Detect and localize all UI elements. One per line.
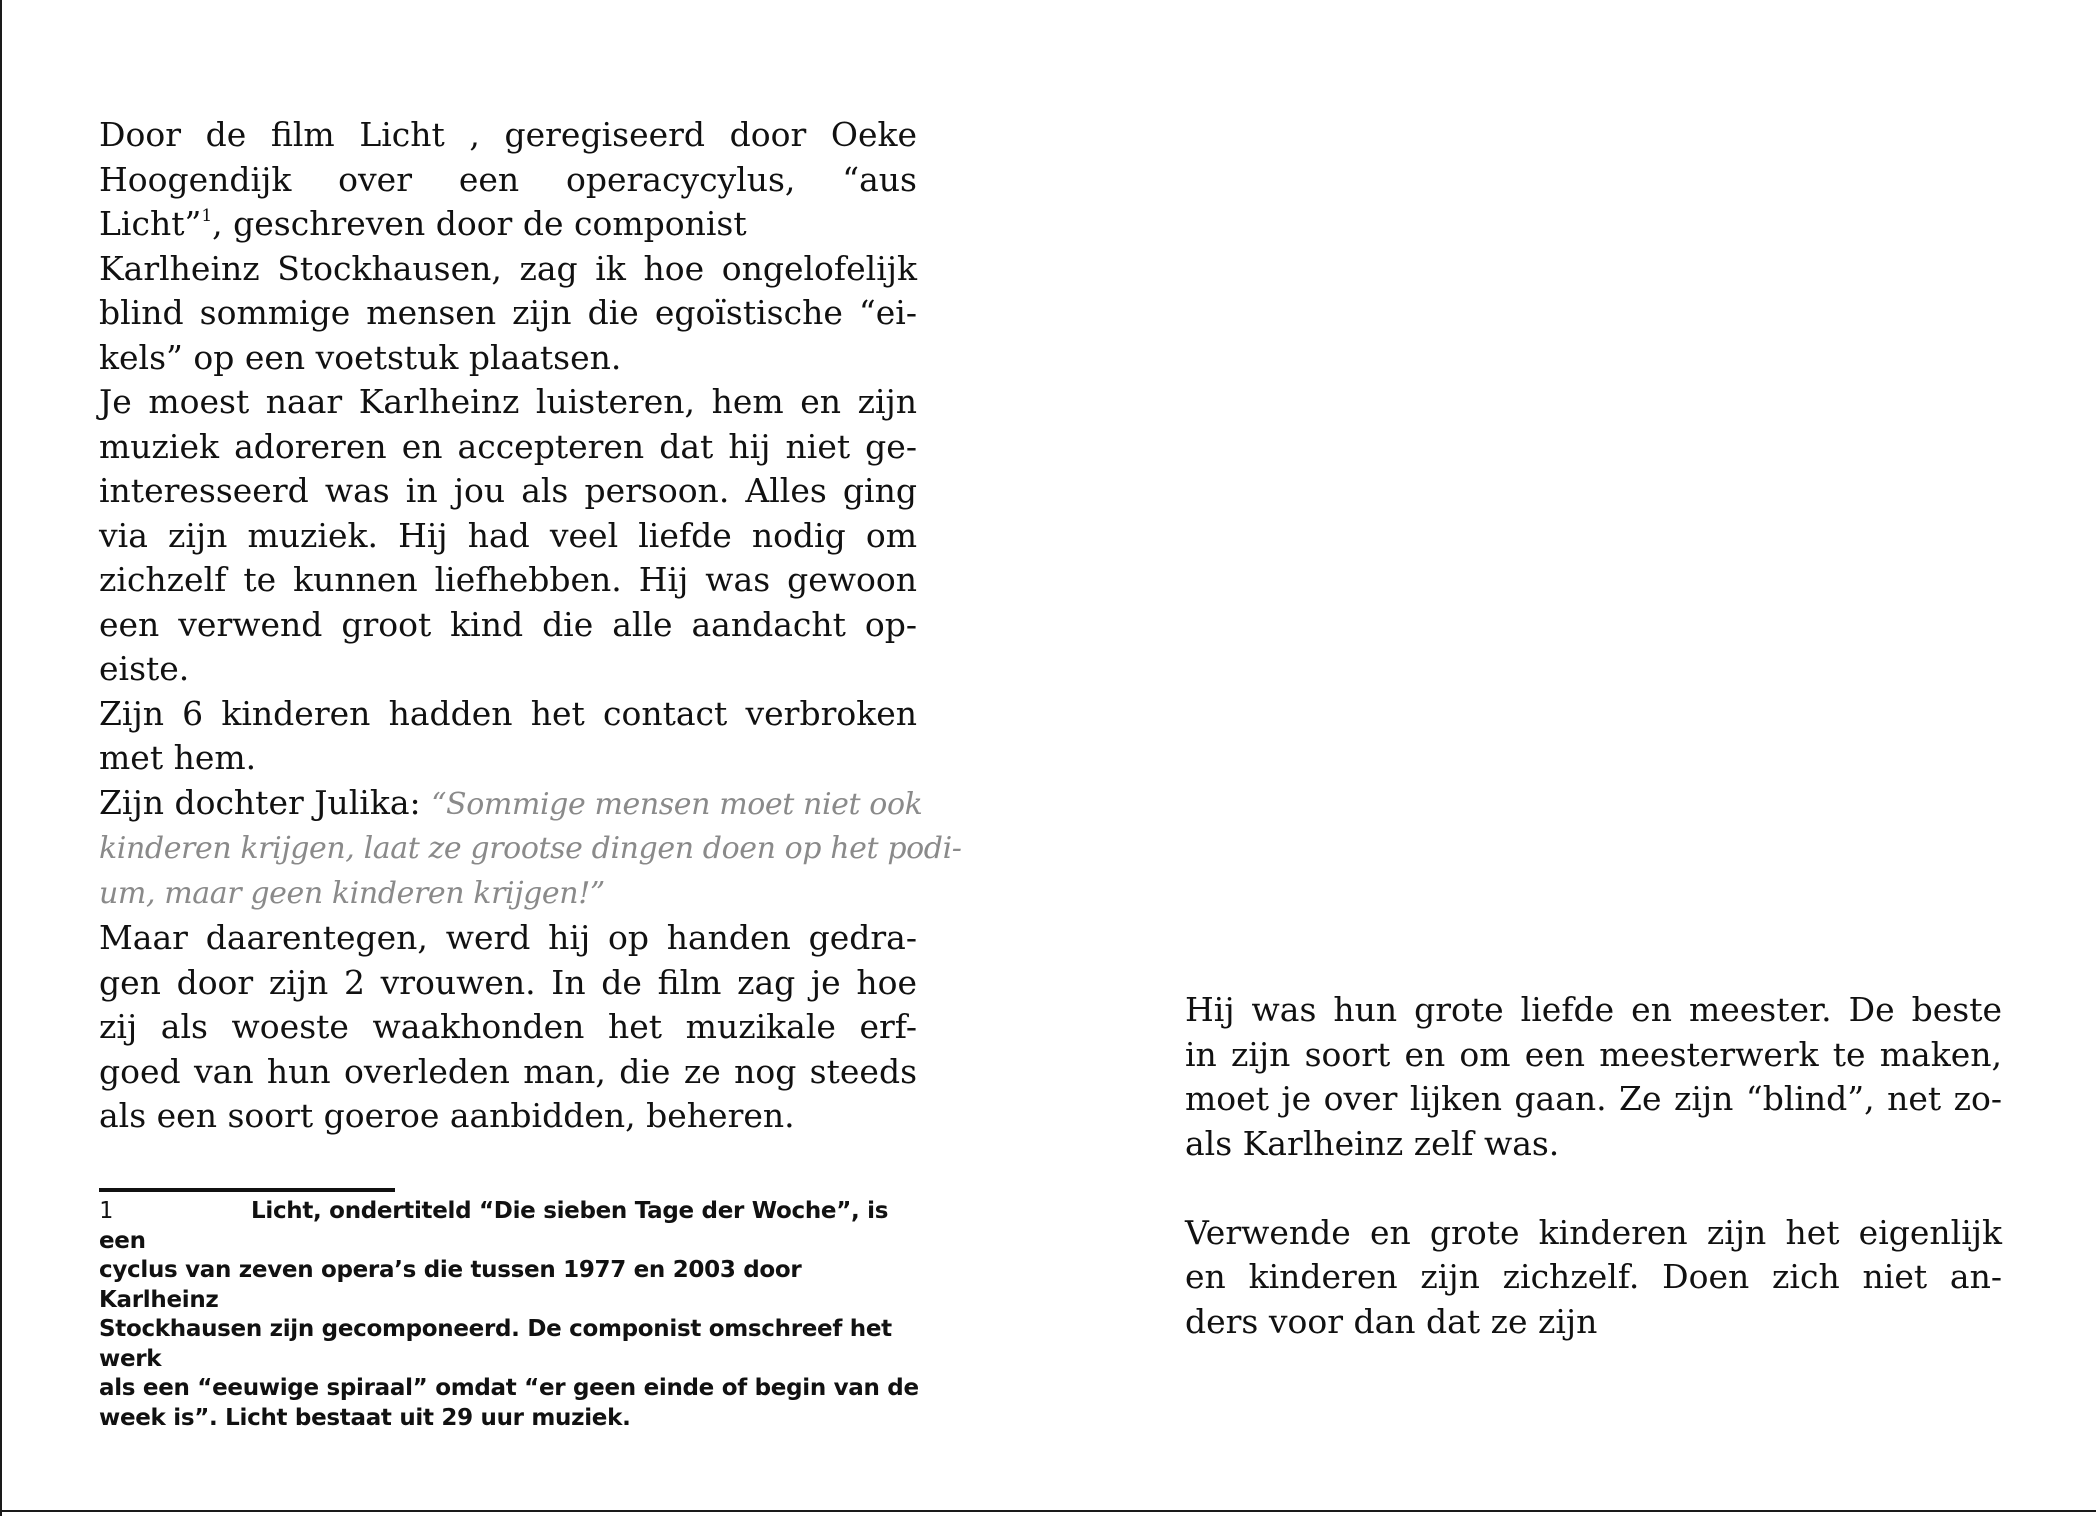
- text-line: Hoogendijk over een operacycylus, “aus: [99, 159, 917, 199]
- quote-text: kinderen krijgen, laat ze grootse dingen doen op het podi-: [99, 831, 962, 866]
- text-line: in zijn soort en om een meesterwerk te maken,: [1185, 1034, 2002, 1074]
- text-line: kels” op een voetstuk plaatsen.: [99, 337, 622, 377]
- quote-text: um, maar geen kinderen krijgen!”: [99, 875, 605, 911]
- right-page-text: [1185, 988, 2002, 1344]
- footnote-reference[interactable]: 1: [201, 206, 213, 226]
- left-page-text: [99, 113, 962, 1139]
- paragraph-gap: [1185, 1166, 2002, 1211]
- text-line: interesseerd was in jou als persoon. Alles ging: [99, 471, 917, 510]
- text-line: eiste.: [99, 649, 190, 688]
- text-line: en kinderen zijn zichzelf. Doen zich niet an-: [1185, 1257, 2002, 1296]
- text-line: moet je over lijken gaan. Ze zijn “blind”, net zo-: [1185, 1079, 2002, 1118]
- footnote-line: Stockhausen zijn gecomponeerd. De componist omschreef het werk: [99, 1316, 892, 1372]
- footnote: [99, 1197, 919, 1433]
- paragraph-3: [99, 692, 917, 781]
- text-line: blind sommige mensen zijn die egoïstische “ei-: [99, 293, 917, 332]
- text-line: gen door zijn 2 vrouwen. In de film zag je hoe: [99, 962, 917, 1002]
- text-line: Zijn 6 kinderen hadden het contact verbroken: [99, 693, 917, 733]
- quote-text: “Sommige mensen moet niet ook: [431, 786, 923, 822]
- quote-intro: Zijn dochter Julika:: [99, 782, 421, 822]
- text-line: Verwende en grote kinderen zijn het eigenlijk: [1185, 1212, 2002, 1252]
- text-fragment: , geschreven door de componist: [212, 204, 747, 243]
- paragraph-2: [99, 380, 917, 692]
- text-line: een verwend groot kind die alle aandacht op-: [99, 604, 917, 644]
- paragraph-4: [99, 916, 917, 1139]
- paragraph-1: [99, 113, 917, 380]
- text-line: zij als woeste waakhonden het muzikale erf-: [99, 1007, 917, 1046]
- footnote-text: Licht, ondertiteld “Die sieben Tage der Woche”, is een: [99, 1198, 889, 1254]
- footnote-line: [99, 1197, 919, 1256]
- text-fragment: Licht”: [99, 204, 202, 243]
- text-line: Maar daarentegen, werd hij op handen gedra-: [99, 918, 917, 957]
- text-line: zichzelf te kunnen liefhebben. Hij was gewoon: [99, 560, 917, 599]
- quote-paragraph: [99, 781, 962, 917]
- text-line: [99, 781, 923, 828]
- page-left-border: [0, 0, 2, 1516]
- text-line: Karlheinz Stockhausen, zag ik hoe ongelofelijk: [99, 248, 917, 288]
- text-line: Je moest naar Karlheinz luisteren, hem en zijn: [99, 382, 917, 421]
- paragraph-6: [1185, 1211, 2002, 1345]
- footnote-line: week is”. Licht bestaat uit 29 uur muziek.: [99, 1404, 631, 1431]
- text-line: muziek adoreren en accepteren dat hij niet ge-: [99, 426, 917, 466]
- paragraph-5: [1185, 988, 2002, 1166]
- footnote-separator: [99, 1188, 395, 1192]
- text-line: Hij was hun grote liefde en meester. De beste: [1185, 990, 2002, 1029]
- footnote-number: 1: [99, 1198, 113, 1224]
- text-line: als een soort goeroe aanbidden, beheren.: [99, 1096, 795, 1135]
- text-line: goed van hun overleden man, die ze nog steeds: [99, 1051, 917, 1091]
- text-line: ders voor dan dat ze zijn: [1185, 1301, 1598, 1341]
- text-line: Door de film Licht , geregiseerd door Oeke: [99, 115, 917, 154]
- footnote-line: als een “eeuwige spiraal” omdat “er geen einde of begin van de: [99, 1375, 919, 1401]
- text-line: met hem.: [99, 738, 257, 777]
- text-line: [99, 202, 917, 247]
- text-line: als Karlheinz zelf was.: [1185, 1123, 1560, 1163]
- footnote-line: cyclus van zeven opera’s die tussen 1977 en 2003 door Karlheinz: [99, 1257, 802, 1313]
- page-bottom-border: [0, 1510, 2096, 1512]
- text-line: via zijn muziek. Hij had veel liefde nodig om: [99, 515, 917, 555]
